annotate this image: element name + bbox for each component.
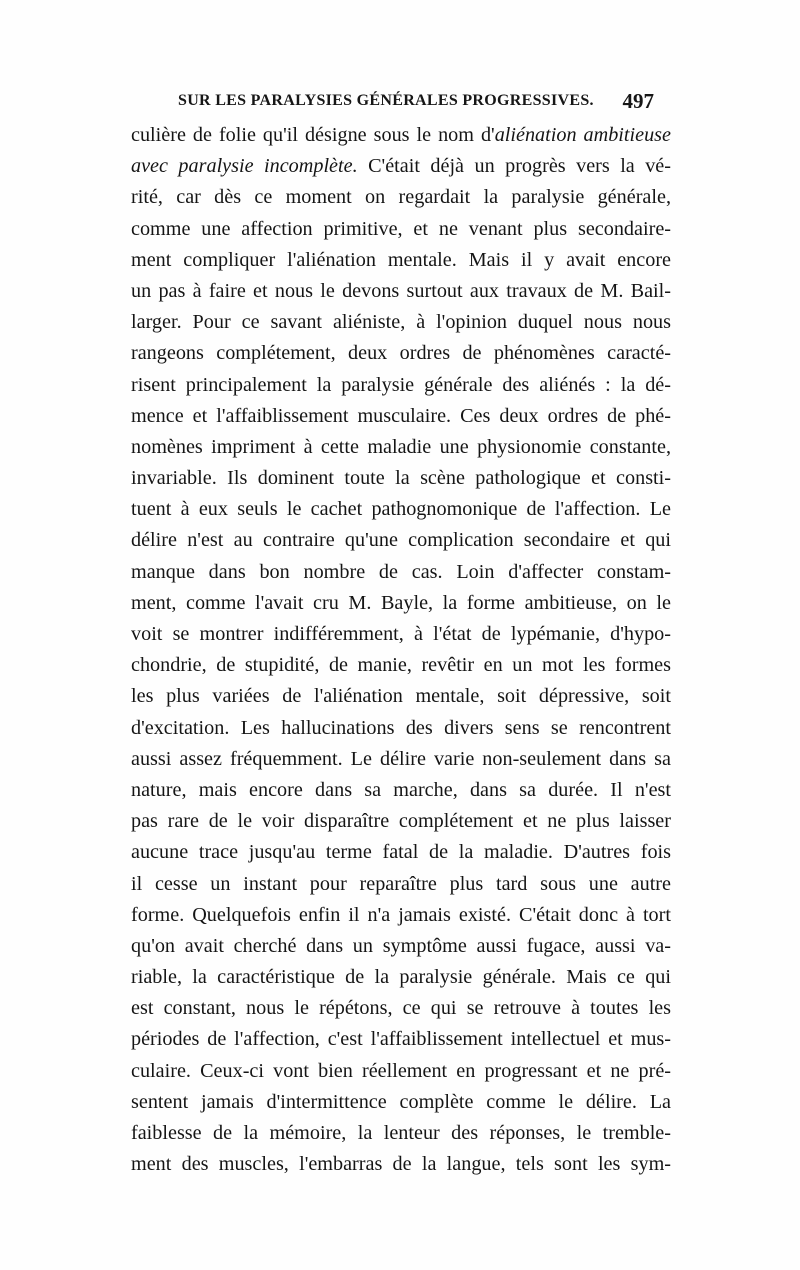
text-segment: délire n'est au contraire qu'une complication secondaire et qui bbox=[131, 529, 671, 552]
italic-phrase: aliénation ambitieuse bbox=[494, 124, 671, 146]
text-line bbox=[131, 1149, 671, 1180]
text-segment: nature, mais encore dans sa marche, dans sa durée. Il n'est bbox=[131, 778, 671, 801]
text-line bbox=[131, 713, 671, 744]
text-line bbox=[131, 525, 671, 556]
text-line bbox=[131, 432, 671, 463]
text-segment: il cesse un instant pour reparaître plus tard sous une autre bbox=[131, 872, 671, 895]
text-segment: périodes de l'affection, c'est l'affaiblissement intellectuel et mus- bbox=[131, 1028, 671, 1051]
text-line bbox=[131, 151, 671, 182]
text-segment: rangeons complétement, deux ordres de phénomènes caracté- bbox=[131, 342, 671, 365]
text-segment: aucune trace jusqu'au terme fatal de la maladie. D'autres fois bbox=[131, 841, 671, 864]
text-segment: riable, la caractéristique de la paralysie générale. Mais ce qui bbox=[131, 966, 671, 989]
text-line bbox=[131, 370, 671, 401]
text-segment: forme. Quelquefois enfin il n'a jamais existé. C'était donc à tort bbox=[131, 903, 671, 926]
text-line bbox=[131, 962, 671, 993]
text-segment: rité, car dès ce moment on regardait la paralysie générale, bbox=[131, 186, 671, 209]
text-segment: faiblesse de la mémoire, la lenteur des réponses, le tremble- bbox=[131, 1122, 671, 1144]
text-segment: aussi assez fréquemment. Le délire varie non-seulement dans sa bbox=[131, 747, 671, 770]
text-line bbox=[131, 307, 671, 338]
text-segment: sentent jamais d'intermittence complète comme le délire. La bbox=[131, 1090, 671, 1113]
text-line bbox=[131, 494, 671, 525]
text-segment: comme une affection primitive, et ne venant plus secondaire- bbox=[131, 217, 671, 240]
text-line bbox=[131, 837, 671, 868]
text-segment: manque dans bon nombre de cas. Loin d'affecter constam- bbox=[131, 560, 671, 583]
text-line bbox=[131, 182, 671, 213]
text-segment: tuent à eux seuls le cachet pathognomonique de l'affection. Le bbox=[131, 498, 671, 521]
running-header-title: SUR LES PARALYSIES GÉNÉRALES PROGRESSIVES. bbox=[178, 92, 594, 109]
text-line bbox=[131, 650, 671, 681]
text-line bbox=[131, 775, 671, 806]
text-segment: nomènes impriment à cette maladie une physionomie constante, bbox=[131, 435, 671, 458]
italic-phrase: avec paralysie incomplète. bbox=[131, 155, 358, 178]
text-line bbox=[131, 120, 671, 151]
text-line bbox=[131, 993, 671, 1024]
text-segment: C'était déjà un progrès vers la vé- bbox=[357, 155, 671, 178]
text-line bbox=[131, 744, 671, 775]
text-segment: ment, comme l'avait cru M. Bayle, la forme ambitieuse, on le bbox=[131, 591, 671, 614]
text-segment: culaire. Ceux-ci vont bien réellement en progressant et ne pré- bbox=[131, 1059, 671, 1082]
text-line bbox=[131, 1118, 671, 1149]
text-segment: risent principalement la paralysie générale des aliénés : la dé- bbox=[131, 373, 671, 396]
text-line bbox=[131, 338, 671, 369]
running-header bbox=[178, 89, 654, 118]
text-line bbox=[131, 931, 671, 962]
text-line bbox=[131, 463, 671, 494]
text-line bbox=[131, 245, 671, 276]
text-segment: larger. Pour ce savant aliéniste, à l'opinion duquel nous nous bbox=[131, 311, 671, 334]
text-segment: mence et l'affaiblissement musculaire. Ces deux ordres de phé- bbox=[131, 404, 671, 427]
text-segment: invariable. Ils dominent toute la scène pathologique et consti- bbox=[131, 467, 671, 490]
text-line bbox=[131, 900, 671, 931]
text-line bbox=[131, 1087, 671, 1118]
text-segment: d'excitation. Les hallucinations des divers sens se rencontrent bbox=[131, 716, 671, 739]
text-line bbox=[131, 276, 671, 307]
text-segment: est constant, nous le répétons, ce qui se retrouve à toutes les bbox=[131, 997, 671, 1020]
page-number: 497 bbox=[622, 89, 654, 113]
body-text bbox=[131, 120, 671, 1180]
text-segment: qu'on avait cherché dans un symptôme aussi fugace, aussi va- bbox=[131, 934, 671, 957]
text-segment: ment compliquer l'aliénation mentale. Mais il y avait encore bbox=[131, 248, 671, 271]
text-segment: les plus variées de l'aliénation mentale, soit dépressive, soit bbox=[131, 685, 671, 708]
text-line bbox=[131, 588, 671, 619]
text-line bbox=[131, 681, 671, 712]
text-line bbox=[131, 214, 671, 245]
text-segment: pas rare de le voir disparaître complétement et ne plus laisser bbox=[131, 810, 671, 833]
text-line bbox=[131, 619, 671, 650]
text-line bbox=[131, 869, 671, 900]
text-line bbox=[131, 1056, 671, 1087]
text-segment: un pas à faire et nous le devons surtout aux travaux de M. Bail- bbox=[131, 279, 671, 302]
text-segment: ment des muscles, l'embarras de la langue, tels sont les sym- bbox=[131, 1153, 671, 1176]
text-line bbox=[131, 557, 671, 588]
text-line bbox=[131, 806, 671, 837]
text-segment: voit se montrer indifféremment, à l'état de lypémanie, d'hypo- bbox=[131, 623, 671, 645]
text-line bbox=[131, 1024, 671, 1055]
text-line bbox=[131, 401, 671, 432]
text-segment: culière de folie qu'il désigne sous le nom d' bbox=[131, 124, 495, 146]
text-segment: chondrie, de stupidité, de manie, revêtir en un mot les formes bbox=[131, 654, 671, 677]
